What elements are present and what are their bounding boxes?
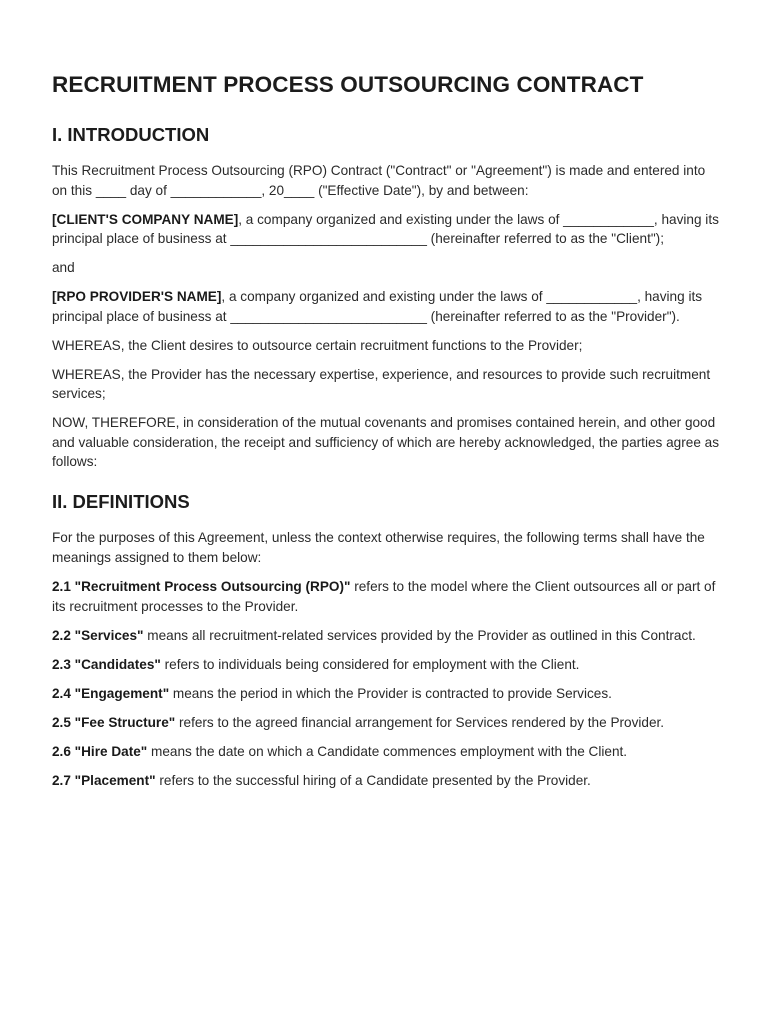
section-spacer [52, 481, 720, 490]
section-heading-definitions: II. DEFINITIONS [52, 491, 190, 513]
whereas-clause-1: WHEREAS, the Client desires to outsource certain recruitment functions to the Provider; [52, 337, 583, 353]
definition-term: 2.1 "Recruitment Process Outsourcing (RPO)" [52, 579, 351, 595]
definition-text: means the date on which a Candidate commences employment with the Client. [147, 743, 628, 759]
definition-term: 2.5 "Fee Structure" [52, 714, 176, 730]
definition-text: refers to the successful hiring of a Candidate presented by the Provider. [155, 772, 591, 788]
intro-paragraph: This Recruitment Process Outsourcing (RPO) Contract ("Contract" or "Agreement") is made and entered into on this ____ day of ____________, 20____ ("Effective Date"), by and between: [52, 163, 706, 198]
definition-item [52, 742, 720, 762]
definition-item [52, 626, 720, 646]
definition-item [52, 771, 720, 791]
definition-item [52, 577, 720, 616]
definition-term: 2.4 "Engagement" [52, 685, 170, 701]
client-party-paragraph [52, 210, 720, 249]
whereas-clause-2: WHEREAS, the Provider has the necessary expertise, experience, and resources to provide such recruitment services; [52, 366, 711, 402]
now-therefore-clause: NOW, THEREFORE, in consideration of the mutual covenants and promises contained herein, and other good and valuable consideration, the receipt and sufficiency of which are hereby acknowledged, the parties agree as follows: [52, 415, 720, 470]
definitions-intro-paragraph: For the purposes of this Agreement, unless the context otherwise requires, the following terms shall have the meanings assigned to them below: [52, 530, 705, 566]
client-party-text: , a company organized and existing under the laws of ____________, having its principal place of business at __________________________ (hereinafter referred to as the "Client"); [52, 211, 719, 247]
document-title: RECRUITMENT PROCESS OUTSOURCING CONTRACT [52, 72, 644, 97]
document-page [52, 68, 720, 800]
definition-text: refers to the agreed financial arrangement for Services rendered by the Provider. [175, 714, 665, 730]
definition-text: means the period in which the Provider is contracted to provide Services. [169, 685, 612, 701]
provider-name-placeholder: [RPO PROVIDER'S NAME] [52, 289, 222, 305]
definition-term: 2.7 "Placement" [52, 772, 156, 788]
definition-item [52, 713, 720, 733]
section-heading-introduction: I. INTRODUCTION [52, 124, 210, 145]
client-name-placeholder: [CLIENT'S COMPANY NAME] [52, 211, 239, 227]
definition-term: 2.3 "Candidates" [52, 656, 161, 672]
provider-party-text: , a company organized and existing under the laws of ____________, having its principal place of business at __________________________ (hereinafter referred to as the "Provider"). [52, 289, 703, 324]
provider-party-paragraph [52, 287, 720, 326]
definition-term: 2.2 "Services" [52, 627, 144, 643]
definition-text: means all recruitment-related services provided by the Provider as outlined in this Contract. [143, 627, 696, 643]
and-text: and [52, 260, 75, 276]
definition-text: refers to individuals being considered for employment with the Client. [160, 656, 580, 672]
definition-item [52, 655, 720, 675]
definition-term: 2.6 "Hire Date" [52, 743, 148, 759]
definition-item [52, 684, 720, 704]
definition-text: refers to the model where the Client outsources all or part of its recruitment processes to the Provider. [52, 579, 716, 614]
